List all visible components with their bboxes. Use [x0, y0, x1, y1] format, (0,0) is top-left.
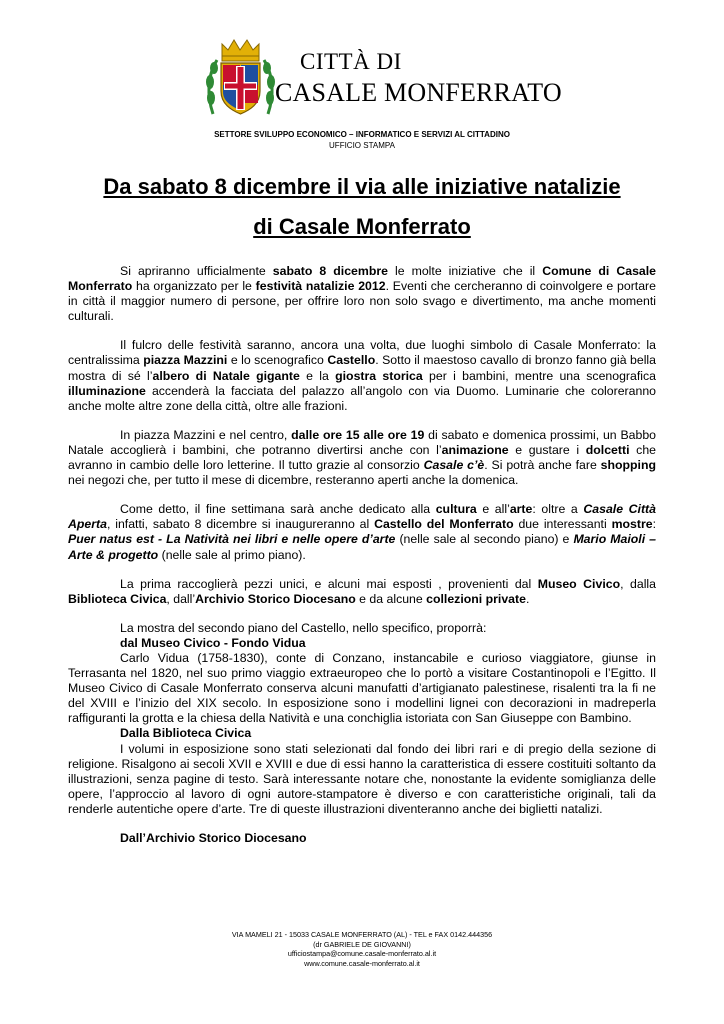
text-run: . Si potrà anche fare	[484, 458, 601, 473]
paragraph-sources	[68, 577, 656, 607]
department-name: SETTORE SVILUPPO ECONOMICO – INFORMATICO E SERVIZI AL CITTADINO	[214, 130, 510, 139]
text-run: giostra storica	[335, 368, 423, 383]
paragraph-library: I volumi in esposizione sono stati selezionati dal fondo dei libri rari e di pregio della sezione di religione. Risalgono ai secoli XVII e XVIII e due di essi hanno la caratteristica di essere costituiti soltanto da illustrazioni, senza pagine di testo. Sarà interessante notare che, nonostante la evidente somiglianza delle opere, l’approccio al lavoro di ogni autore-stampatore è diverso e con caratteristiche originali, tali da renderle autentiche opere d’arte. Tre di queste illustrazioni diventeranno anche dei biglietti natalizi.	[68, 741, 656, 816]
text-run: . Sotto il maestoso cavallo di bronzo fanno già bella mostra di sé l’	[68, 353, 656, 383]
text-run: ha organizzato per le	[132, 279, 256, 294]
page-footer	[0, 930, 724, 968]
text-run: e la	[299, 368, 336, 383]
paragraph-locations	[68, 338, 656, 413]
text-run: , infatti, sabato 8 dicembre si inaugureranno al	[106, 517, 375, 532]
text-run: due interessanti	[513, 517, 612, 532]
text-run: , dall’	[166, 591, 196, 606]
city-name-line2: CASALE MONFERRATO	[275, 78, 562, 107]
section-heading-museum	[68, 636, 656, 651]
text-run: mostre	[611, 517, 653, 532]
paragraph-exhibit-intro: La mostra del secondo piano del Castello, nello specifico, proporrà:	[120, 620, 487, 635]
text-run: dolcetti	[585, 442, 630, 457]
text-run: albero di Natale gigante	[152, 368, 300, 383]
text-run: Archivio Storico Diocesano	[195, 591, 356, 606]
text-run: Comune di Casale Monferrato	[68, 264, 656, 294]
text-run: che avranno in cambio delle loro letterine. Il tutto grazie al consorzio	[68, 442, 656, 473]
text-run: per i bambini, mentre una scenografica	[422, 368, 656, 383]
text-run: di sabato e domenica prossimi, un Babbo Natale accoglierà i bambini, che potranno divertirsi anche con l’	[68, 427, 656, 457]
office-name: UFFICIO STAMPA	[329, 141, 395, 150]
text-run: festività natalizie 2012	[255, 279, 386, 294]
heading-text: Dalla Biblioteca Civica	[120, 726, 252, 741]
press-release-body	[68, 264, 656, 846]
heading-text: dal Museo Civico - Fondo Vidua	[120, 635, 306, 650]
section-heading-archive	[68, 831, 656, 846]
text-run: . Eventi che cercheranno di coinvolgere e portare in città il maggior numero di persone, per offrire loro non solo svago e divertimento, ma anche momenti culturali.	[68, 279, 656, 324]
text-run: shopping	[600, 458, 656, 473]
text-run: Si apriranno ufficialmente	[120, 264, 273, 278]
text-run: le molte iniziative che il	[387, 264, 543, 278]
headline-line1: Da sabato 8 dicembre il via alle iniziative natalizie	[103, 174, 621, 199]
text-run: , dalla	[620, 576, 656, 591]
text-run: sabato 8 dicembre	[272, 264, 388, 278]
text-run: Casale c’è	[423, 458, 485, 473]
text-run: La prima raccoglierà pezzi unici, e alcuni mai esposti , provenienti dal	[120, 576, 538, 591]
paragraph-museum: Carlo Vidua (1758-1830), conte di Conzano, instancabile e curioso viaggiatore, giunse in Terrasanta nel 1820, nel suo primo viaggio extraeuropeo che lo portò a visitare Costantinopoli e l’Egitto. Il Museo Civico di Casale Monferrato conserva alcuni manufatti d’artigianato palestinese, risalenti tra la fi ne del XVIII e l’inizio del XIX secolo. In esposizione sono i modellini lignei con decorazioni in madreperla raffiguranti la grotta e la chiesa della Natività e una conchiglia istoriata con San Giuseppe con Bambino.	[68, 650, 656, 726]
text-run: dalle ore 15 alle ore 19	[291, 427, 425, 442]
text-run: Il fulcro delle festività saranno, ancora una volta, due luoghi simbolo di Casale Monferrato: la centralissima	[68, 338, 656, 368]
text-run: Castello del Monferrato	[374, 517, 514, 532]
text-run: arte	[509, 502, 533, 517]
text-run: .	[525, 591, 530, 606]
text-run: : oltre a	[532, 502, 584, 517]
headline-line2: di Casale Monferrato	[253, 214, 471, 239]
text-run: (nelle sale al secondo piano) e	[395, 532, 574, 547]
text-run: Mario Maioli – Arte & progetto	[68, 532, 657, 562]
text-run: Biblioteca Civica	[68, 591, 167, 606]
text-run: illuminazione	[68, 383, 146, 398]
text-run: animazione	[441, 442, 509, 457]
text-run: Museo Civico	[537, 576, 621, 591]
city-name-line1: CITTÀ DI	[300, 49, 402, 74]
text-run: e da alcune	[355, 591, 427, 606]
text-run: In piazza Mazzini e nel centro,	[120, 427, 292, 442]
paragraph-santa	[68, 428, 656, 488]
section-heading-library	[68, 726, 656, 741]
text-run: e gustare i	[508, 442, 586, 457]
footer-website: www.comune.casale-monferrato.al.it	[304, 958, 420, 968]
text-run: (nelle sale al primo piano).	[158, 547, 306, 562]
paragraph-culture	[68, 502, 656, 562]
text-run: Casale Città Aperta	[68, 502, 656, 532]
text-run: Come detto, il fine settimana sarà anche dedicato alla	[120, 502, 436, 517]
text-run: accenderà la facciata del palazzo all’angolo con via Duomo. Luminarie che coloreranno anche molte altre zone della città, oltre alle frazioni.	[68, 383, 656, 413]
text-run: e all’	[476, 502, 510, 517]
text-run: collezioni private	[426, 591, 526, 606]
text-run: e lo scenografico	[227, 353, 328, 368]
text-run: piazza Mazzini	[143, 353, 228, 368]
city-logo	[203, 36, 562, 120]
footer-email: ufficiostampa@comune.casale-monferrato.al.it	[287, 949, 437, 959]
text-run: Puer natus est - La Natività nei libri e nelle opere d’arte	[68, 532, 396, 547]
heading-text: Dall’Archivio Storico Diocesano	[120, 831, 307, 845]
text-run: :	[652, 517, 656, 532]
text-run: cultura	[435, 502, 477, 517]
city-crest-icon	[203, 36, 278, 120]
footer-contact: (dr GABRIELE DE GIOVANNI)	[313, 939, 411, 949]
paragraph-opening	[68, 264, 656, 324]
text-run: Castello	[327, 353, 376, 368]
text-run: nei negozi che, per tutto il mese di dicembre, resteranno aperti anche la domenica.	[68, 473, 519, 488]
footer-address: VIA MAMELI 21 - 15033 CASALE MONFERRATO (AL) - TEL e FAX 0142.444356	[231, 930, 493, 939]
